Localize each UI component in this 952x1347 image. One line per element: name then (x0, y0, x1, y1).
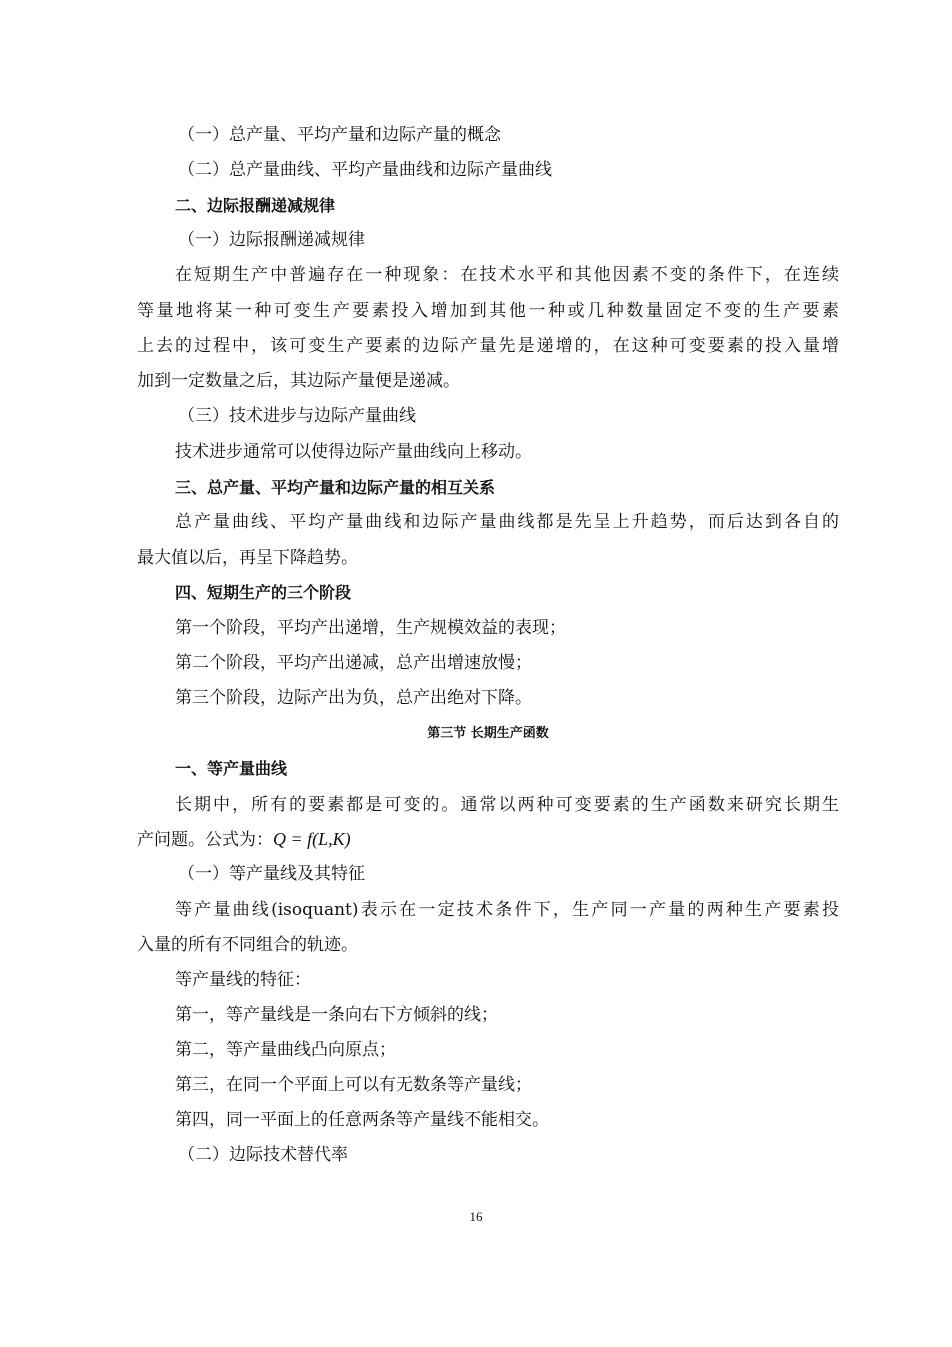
paragraph-line: 等量地将某一种可变生产要素投入增加到其他一种或几种数量固定不变的生产要素 (137, 301, 839, 321)
section-heading-2: 二、边际报酬递减规律 (175, 196, 336, 215)
subheading-5: （一）等产量线及其特征 (178, 864, 365, 884)
subheading-1: （一）总产量、平均产量和边际产量的概念 (178, 125, 501, 145)
list-item: 第二个阶段，平均产出递减，总产出增速放慢； (175, 653, 532, 673)
section-heading-4: 四、短期生产的三个阶段 (175, 583, 352, 602)
subheading-2: （二）总产量曲线、平均产量曲线和边际产量曲线 (178, 160, 552, 180)
paragraph-line: 等产量线的特征： (175, 970, 311, 990)
chapter-section-title: 第三节 长期生产函数 (427, 726, 549, 741)
paragraph-line: 技术进步通常可以使得边际产量曲线向上移动。 (175, 442, 532, 462)
subheading-4: （三）技术进步与边际产量曲线 (178, 406, 416, 426)
list-item: 第三，在同一个平面上可以有无数条等产量线； (175, 1075, 532, 1095)
list-item: 第一，等产量线是一条向右下方倾斜的线； (175, 1005, 498, 1025)
paragraph-line: 总产量曲线、平均产量曲线和边际产量曲线都是先呈上升趋势，而后达到各自的 (175, 512, 839, 532)
list-item: 第四，同一平面上的任意两条等产量线不能相交。 (175, 1110, 549, 1130)
section-heading-3: 三、总产量、平均产量和边际产量的相互关系 (175, 478, 496, 497)
page-number: 16 (469, 1209, 483, 1224)
list-item: 第三个阶段，边际产出为负，总产出绝对下降。 (175, 688, 532, 708)
formula-label: 产问题。公式为： (137, 830, 273, 850)
list-item: 第一个阶段，平均产出递增，生产规模效益的表现； (175, 618, 566, 638)
paragraph-line (137, 827, 839, 852)
paragraph-line: 入量的所有不同组合的轨迹。 (137, 935, 358, 955)
paragraph-line: 上去的过程中，该可变生产要素的边际产量先是递增的，在这种可变要素的投入量增 (137, 336, 839, 356)
paragraph-line: 等产量曲线(isoquant)表示在一定技术条件下，生产同一产量的两种生产要素投 (175, 900, 839, 920)
paragraph-line: 加到一定数量之后，其边际产量便是递减。 (137, 371, 460, 391)
formula: Q = f(L,K) (273, 829, 351, 849)
section-heading-1: 一、等产量曲线 (175, 759, 288, 778)
list-item: 第二，等产量曲线凸向原点； (175, 1040, 396, 1060)
paragraph-line: 长期中，所有的要素都是可变的。通常以两种可变要素的生产函数来研究长期生 (175, 795, 839, 815)
subheading-6: （二）边际技术替代率 (178, 1145, 348, 1165)
paragraph-line: 在短期生产中普遍存在一种现象：在技术水平和其他因素不变的条件下，在连续 (175, 265, 839, 285)
subheading-3: （一）边际报酬递减规律 (178, 230, 365, 250)
paragraph-line: 最大值以后，再呈下降趋势。 (137, 548, 358, 568)
